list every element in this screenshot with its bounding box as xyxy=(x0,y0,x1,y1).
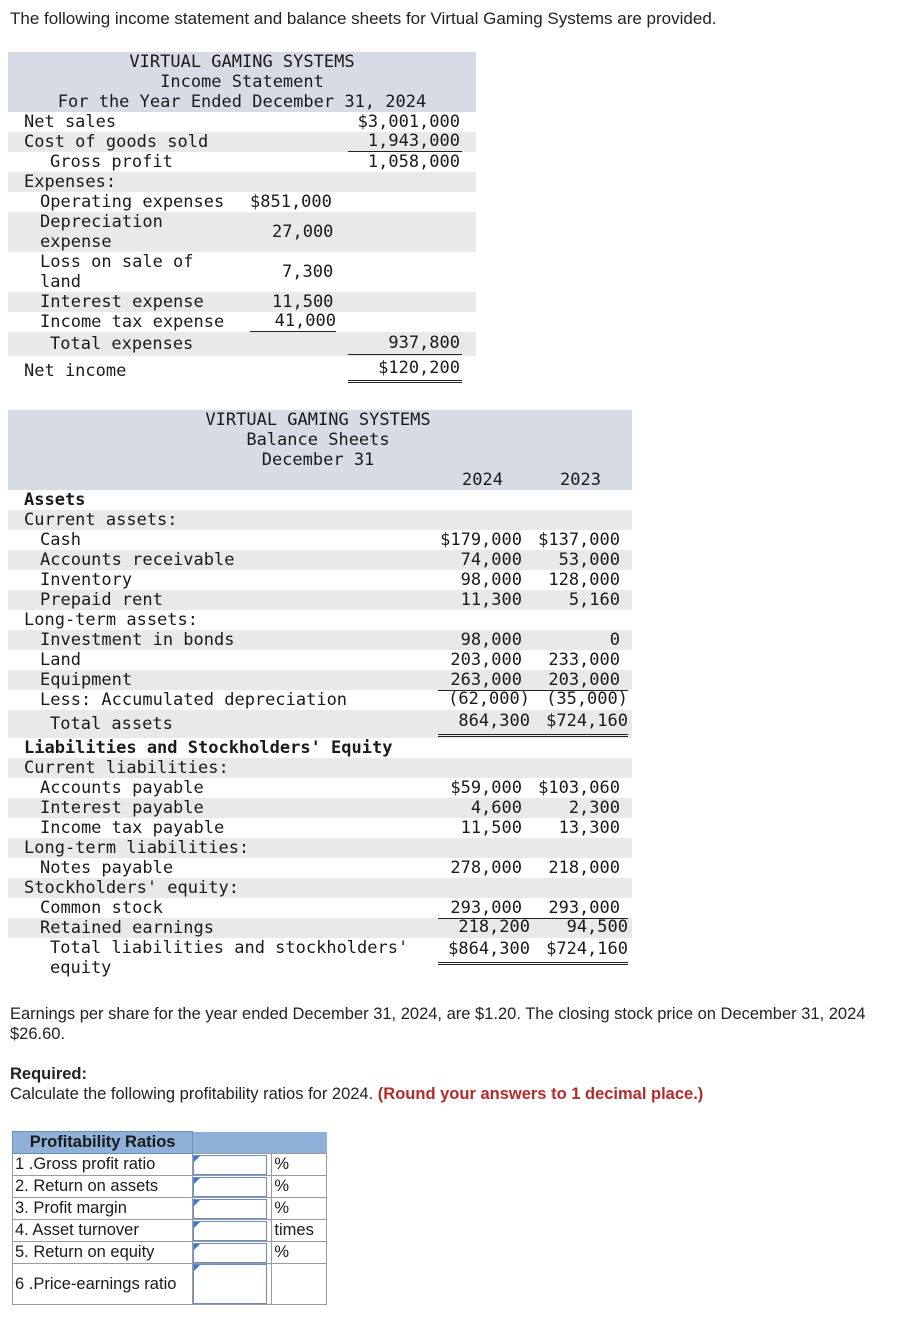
income-statement xyxy=(8,52,476,386)
bs-row-ap xyxy=(8,778,632,798)
label: equity xyxy=(50,958,112,978)
ratio-unit xyxy=(272,1264,327,1305)
label: Accounts payable xyxy=(40,778,204,798)
label: Stockholders' equity: xyxy=(24,878,239,898)
bs-company: VIRTUAL GAMING SYSTEMS xyxy=(205,410,431,430)
label: Inventory xyxy=(40,570,133,590)
bs-row-total-le xyxy=(8,938,632,978)
value: $851,000 xyxy=(250,192,332,212)
ratio-unit: % xyxy=(272,1154,327,1176)
is-row-cogs xyxy=(8,132,476,152)
ratio-label: 5. Return on equity xyxy=(13,1242,193,1264)
asset-turnover-input[interactable] xyxy=(193,1220,272,1242)
bs-row-ip xyxy=(8,798,632,818)
bs-row xyxy=(8,838,632,858)
income-statement-header xyxy=(8,52,476,112)
value-2023: 233,000 xyxy=(548,650,620,670)
intro-text: The following income statement and balance sheets for Virtual Gaming Systems are provided. xyxy=(10,9,717,28)
label: Loss on sale of xyxy=(40,252,194,272)
value-2023: 5,160 xyxy=(568,590,620,610)
label: Expenses: xyxy=(24,172,117,192)
value: $3,001,000 xyxy=(357,112,460,132)
is-period: For the Year Ended December 31, 2024 xyxy=(57,92,427,112)
value-2023: 13,300 xyxy=(558,818,620,838)
value: 7,300 xyxy=(282,262,334,282)
bs-row-total-assets xyxy=(8,710,632,738)
profit-margin-input[interactable] xyxy=(193,1198,272,1220)
ratio-row-return-on-assets xyxy=(13,1176,327,1198)
required-instructions xyxy=(10,1084,703,1104)
is-title: Income Statement xyxy=(160,72,324,92)
label: Total expenses xyxy=(50,334,194,354)
value-2023: 0 xyxy=(609,630,620,650)
is-row-expenses xyxy=(8,172,476,192)
bs-row xyxy=(8,510,632,530)
value-2024: 203,000 xyxy=(450,650,522,670)
label: Equipment xyxy=(40,670,133,690)
value: 937,800 xyxy=(348,332,462,355)
value-2024: 98,000 xyxy=(460,630,522,650)
label: Cost of goods sold xyxy=(24,132,209,152)
bs-row-itp xyxy=(8,818,632,838)
bs-date: December 31 xyxy=(261,450,375,470)
value: 41,000 xyxy=(250,312,336,332)
label: Prepaid rent xyxy=(40,590,163,610)
value-2024: 263,000 xyxy=(450,670,522,690)
value-2024: 74,000 xyxy=(460,550,522,570)
balance-sheet xyxy=(8,410,632,978)
value: $120,200 xyxy=(348,356,462,383)
is-row-net-sales xyxy=(8,112,476,132)
bs-row xyxy=(8,738,632,758)
label: Interest expense xyxy=(40,292,204,312)
ratio-row-price-earnings xyxy=(13,1264,327,1305)
value-2023: $724,160 xyxy=(546,939,628,959)
ratio-label: 4. Asset turnover xyxy=(13,1220,193,1242)
value-2023: 2,300 xyxy=(568,798,620,818)
label: expense xyxy=(40,232,112,252)
label: Depreciation xyxy=(40,212,163,232)
gross-profit-ratio-input[interactable] xyxy=(193,1154,272,1176)
value: 1,943,000 xyxy=(348,132,462,152)
label: Net sales xyxy=(24,112,117,132)
ratio-row-return-on-equity xyxy=(13,1242,327,1264)
ratio-row-gross-profit xyxy=(13,1154,327,1176)
is-row-tax xyxy=(8,312,476,332)
is-row-depreciation xyxy=(8,212,476,252)
total-le-values xyxy=(438,938,628,965)
bs-row-cash xyxy=(8,530,632,550)
required-label: Required: xyxy=(10,1065,88,1083)
bs-row-prepaid xyxy=(8,590,632,610)
bs-row-land xyxy=(8,650,632,670)
bs-col-2023: 2023 xyxy=(560,470,601,490)
total-assets-values xyxy=(438,710,628,737)
is-company: VIRTUAL GAMING SYSTEMS xyxy=(129,52,355,72)
label: Income tax expense xyxy=(40,312,225,332)
eps-text xyxy=(10,1004,865,1044)
required-block xyxy=(10,1064,703,1104)
ratio-label: 1 .Gross profit ratio xyxy=(13,1154,193,1176)
bs-row-equipment xyxy=(8,670,632,690)
label: Income tax payable xyxy=(40,818,225,838)
label: Less: Accumulated depreciation xyxy=(40,690,348,710)
required-text: Calculate the following profitability ratios for 2024. xyxy=(10,1085,374,1103)
value-2023: $724,160 xyxy=(546,711,628,731)
bs-row-ar xyxy=(8,550,632,570)
label: Current liabilities: xyxy=(24,758,229,778)
bs-row-inventory xyxy=(8,570,632,590)
return-on-assets-input[interactable] xyxy=(193,1176,272,1198)
ratio-label: 6 .Price-earnings ratio xyxy=(13,1264,193,1305)
return-on-equity-input[interactable] xyxy=(193,1242,272,1264)
value-2023: (35,000) xyxy=(546,689,628,709)
ratio-unit: times xyxy=(272,1220,327,1242)
ratio-row-profit-margin xyxy=(13,1198,327,1220)
label: Net income xyxy=(24,361,127,381)
value-2024: 98,000 xyxy=(460,570,522,590)
ratio-row-asset-turnover xyxy=(13,1220,327,1242)
value-2024: $179,000 xyxy=(440,530,522,550)
label: Accounts receivable xyxy=(40,550,235,570)
ratio-label: 2. Return on assets xyxy=(13,1176,193,1198)
value-2023: 203,000 xyxy=(548,670,620,690)
is-row-total-expenses xyxy=(8,332,476,356)
header-fill xyxy=(272,1132,327,1154)
bs-row xyxy=(8,758,632,778)
label: Common stock xyxy=(40,898,163,918)
is-row-loss xyxy=(8,252,476,292)
ratio-unit: % xyxy=(272,1242,327,1264)
bs-col-2024: 2024 xyxy=(462,470,503,490)
accum-values xyxy=(438,689,628,709)
is-row-interest xyxy=(8,292,476,312)
value: 1,058,000 xyxy=(367,152,460,172)
value-2024: 11,500 xyxy=(460,818,522,838)
value-2024: 11,300 xyxy=(460,590,522,610)
label: Cash xyxy=(40,530,81,550)
value-2024: 293,000 xyxy=(450,898,522,918)
value-2023: 94,500 xyxy=(566,917,628,937)
bs-title: Balance Sheets xyxy=(246,430,390,450)
label: Notes payable xyxy=(40,858,174,878)
label: Land xyxy=(40,650,81,670)
value-2024: 218,200 xyxy=(458,917,530,937)
bs-row xyxy=(8,878,632,898)
price-earnings-ratio-input[interactable] xyxy=(193,1264,272,1305)
value-2024: 4,600 xyxy=(470,798,522,818)
value-2024: $59,000 xyxy=(450,778,522,798)
label: Gross profit xyxy=(50,152,173,172)
ratio-unit: % xyxy=(272,1198,327,1220)
label: Retained earnings xyxy=(40,918,214,938)
balance-sheet-header xyxy=(8,410,632,490)
label: Interest payable xyxy=(40,798,204,818)
value-2023: $137,000 xyxy=(538,530,620,550)
retained-values xyxy=(438,917,628,937)
value-2023: 293,000 xyxy=(548,898,620,918)
label: Long-term assets: xyxy=(24,610,198,630)
label: land xyxy=(40,272,81,292)
eps-line-2: $26.60. xyxy=(10,1025,66,1043)
bs-row xyxy=(8,490,632,510)
ratio-label: 3. Profit margin xyxy=(13,1198,193,1220)
value-2023: $103,060 xyxy=(538,778,620,798)
eps-line-1: Earnings per share for the year ended December 31, 2024, are $1.20. The closing stock price on December 31, 2024 xyxy=(10,1005,866,1023)
bs-row-accum-depr xyxy=(8,690,632,710)
value-2024: $864,300 xyxy=(448,939,530,959)
is-row-net-income xyxy=(8,356,476,386)
label: Total liabilities and stockholders' xyxy=(50,938,409,958)
value-2023: 128,000 xyxy=(548,570,620,590)
label: Investment in bonds xyxy=(40,630,235,650)
label: Assets xyxy=(24,490,86,510)
value-2024: (62,000) xyxy=(448,689,530,709)
value: 11,500 xyxy=(272,292,334,312)
ratios-header: Profitability Ratios xyxy=(13,1132,193,1154)
header-fill xyxy=(193,1132,272,1154)
profitability-ratios-table xyxy=(12,1131,327,1305)
is-row-operating xyxy=(8,192,476,212)
value-2023: 218,000 xyxy=(548,858,620,878)
label: Operating expenses xyxy=(40,192,225,212)
label: Total assets xyxy=(50,714,173,734)
bs-row xyxy=(8,610,632,630)
label: Current assets: xyxy=(24,510,178,530)
is-row-gross-profit xyxy=(8,152,476,172)
rounding-note: (Round your answers to 1 decimal place.) xyxy=(377,1085,704,1103)
value-2024: 864,300 xyxy=(458,711,530,731)
label: Liabilities and Stockholders' Equity xyxy=(24,738,393,758)
bs-row-retained xyxy=(8,918,632,938)
value-2024: 278,000 xyxy=(450,858,522,878)
ratio-unit: % xyxy=(272,1176,327,1198)
value-2023: 53,000 xyxy=(558,550,620,570)
bs-row-common xyxy=(8,898,632,918)
label: Long-term liabilities: xyxy=(24,838,250,858)
bs-row-bonds xyxy=(8,630,632,650)
bs-row-notes xyxy=(8,858,632,878)
value: 27,000 xyxy=(272,222,334,242)
